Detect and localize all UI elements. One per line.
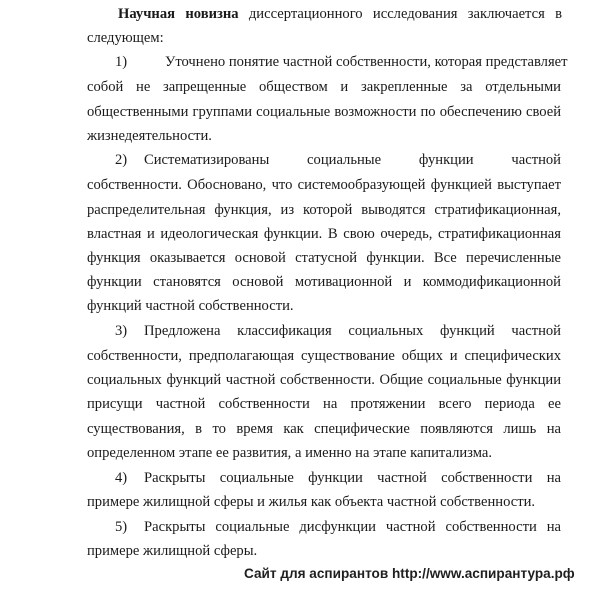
item-2-line: функции становятся основой мотивационной и коммодификационной [87, 274, 561, 290]
item-3-number: 3) [115, 323, 128, 339]
site-watermark: Сайт для аспирантов http://www.аспирантура.рф [244, 566, 575, 581]
item-5-line: примере жилищной сферы. [87, 543, 258, 559]
item-5-number: 5) [115, 519, 128, 535]
item-2-line: функций частной собственности. [87, 298, 294, 314]
item-1-line: собой не запрещенные обществом и закрепленные за отдельными [87, 79, 561, 95]
item-3-line: присущи частной собственности на протяжении всего периода ее [87, 396, 561, 412]
item-2-line: властная и идеологическая функции. В свою очередь, стратификационная [87, 226, 561, 242]
item-3-line: социальных функций частной собственности. Общие социальные функции [87, 372, 561, 388]
item-2-line: функция оказывается основой статусной функции. Все перечисленные [87, 250, 561, 266]
intro-bold-heading: Научная новизна [118, 6, 239, 22]
item-1-line: общественными группами социальные возможности по обеспечению своей [87, 104, 561, 120]
intro-line-1-rest: диссертационного исследования заключается в [238, 6, 562, 22]
item-3-first-line: Предложена классификация социальных функций частной [144, 323, 561, 339]
item-2-line: собственности. Обосновано, что системообразующей функцией выступает [87, 177, 561, 193]
item-1-first-line: Уточнено понятие частной собственности, которая представляет [165, 54, 568, 70]
item-4-line: примере жилищной сферы и жилья как объекта частной собственности. [87, 494, 536, 510]
intro-line-2: следующем: [87, 30, 164, 46]
item-3-line: собственности, предполагающая существование общих и специфических [87, 348, 561, 364]
item-5-first-line: Раскрыты социальные дисфункции частной собственности на [144, 519, 561, 535]
item-3-line: существования, в то время как специфические появляются лишь на [87, 421, 561, 437]
item-4-number: 4) [115, 470, 128, 486]
item-2-first-line: Систематизированы социальные функции частной [144, 152, 561, 168]
intro-line-1 [118, 2, 562, 26]
item-1-line: жизнедеятельности. [87, 128, 212, 144]
item-2-line: распределительная функция, из которой выводятся стратификационная, [87, 202, 561, 218]
item-2-number: 2) [115, 152, 128, 168]
item-1-number: 1) [115, 54, 128, 70]
item-4-first-line: Раскрыты социальные функции частной собственности на [144, 470, 561, 486]
item-3-line: определенном этапе ее развития, а именно на этапе капитализма. [87, 445, 492, 461]
